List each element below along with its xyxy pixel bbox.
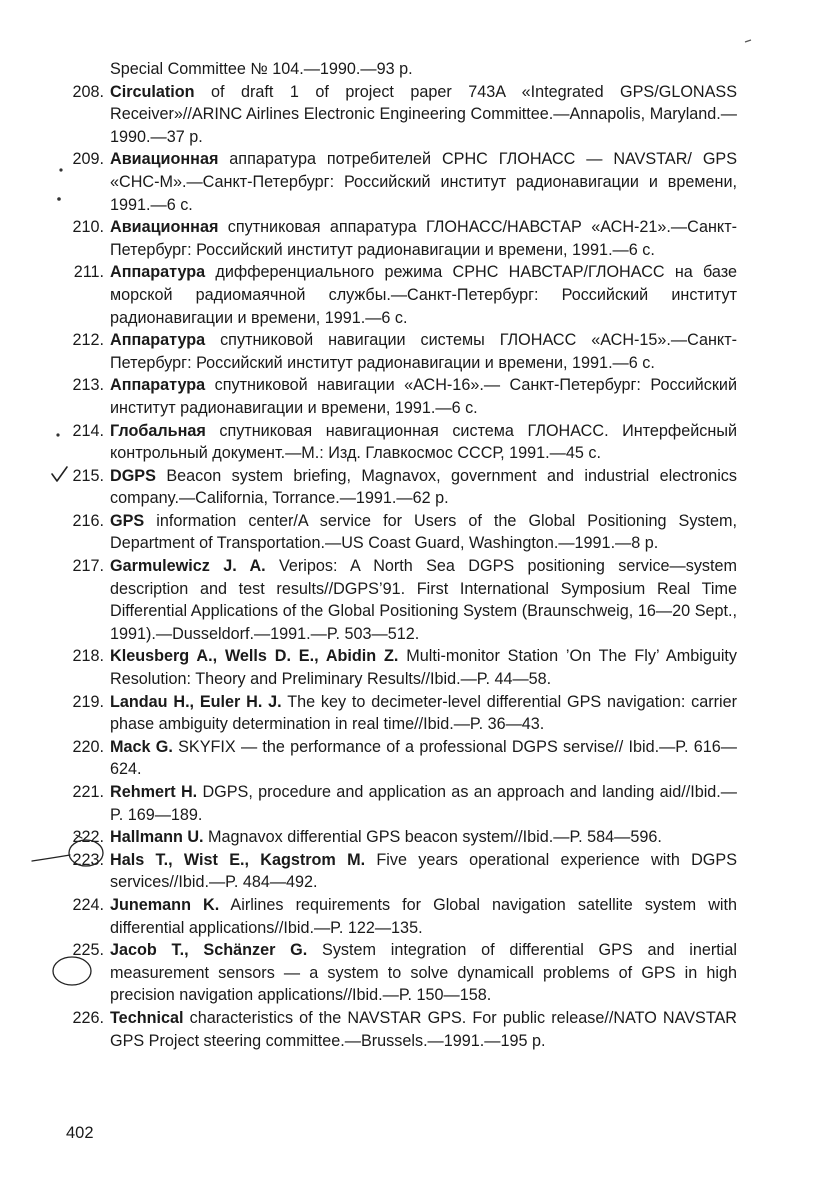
reference-lead: Kleusberg A., Wells D. E., Abidin Z. [110, 647, 399, 666]
reference-lead: Авиационная [110, 218, 219, 237]
reference-212 [0, 329, 815, 374]
reference-text: information center/A service for Users of the Global Positioning System, Department of Transportation.—US Coast Guard, Washington.—1991.—8 p. [110, 511, 737, 553]
pencil-dot-mark-icon [55, 432, 61, 438]
reference-text: DGPS, procedure and application as an approach and landing aid//Ibid.—P. 169—189. [110, 783, 737, 824]
pencil-dot-mark-icon [56, 196, 62, 202]
reference-text: Multi-monitor Station ’On The Fly’ Ambiguity Resolution: Theory and Preliminary Results//Ibid.—P. 44—58. [110, 647, 738, 689]
reference-222 [0, 826, 815, 849]
reference-number: 212. [72, 331, 104, 350]
reference-number: 209. [72, 150, 104, 169]
reference-text: Veripos: A North Sea DGPS positioning service—system description and test results//DGPS’91. First International Symposium Real Time Differential Applications of the Global Positioning System (Braunschweig, 16—20 Sept., 1991).—Dusseldorf.—1991.—P. 503—512. [110, 557, 737, 643]
reference-number: 210. [72, 218, 104, 237]
reference-lead: DGPS [110, 466, 156, 485]
reference-number: 219. [72, 692, 104, 711]
reference-number: 223. [72, 850, 104, 869]
reference-lead: Аппаратура [110, 376, 206, 395]
reference-number: 222. [72, 828, 104, 847]
reference-text: Five years operational experience with DGPS services//Ibid.—P. 484—492. [110, 850, 737, 892]
reference-lead: Аппаратура [110, 263, 206, 282]
pencil-tick-mark-icon [744, 38, 752, 44]
reference-lead: Landau H., Euler H. J. [110, 692, 282, 711]
reference-text: SKYFIX — the performance of a professional DGPS servise// Ibid.—P. 616—624. [110, 737, 737, 779]
reference-text: спутниковая навигационная система ГЛОНАСС. Интерфейсный контрольный документ.—М.: Изд. Главкосмос СССР, 1991.—45 с. [110, 421, 737, 463]
reference-218 [0, 645, 815, 690]
circled-arrow-annotation-icon [26, 828, 106, 872]
reference-215 [0, 465, 815, 510]
reference-text: Beacon system briefing, Magnavox, government and industrial electronics company.—California, Torrance.—1991.—62 p. [110, 466, 737, 508]
reference-lead: Hals T., Wist E., Kagstrom M. [110, 850, 366, 869]
reference-number: 218. [72, 647, 104, 666]
reference-number: 214. [72, 421, 104, 440]
reference-lead: Авиационная [110, 150, 219, 169]
reference-223 [0, 849, 815, 894]
reference-number: 215. [72, 466, 104, 485]
pencil-dot-mark-icon [58, 167, 64, 173]
reference-number: 221. [72, 783, 104, 801]
reference-208 [0, 81, 815, 149]
reference-number: 211. [73, 263, 104, 282]
reference-lead: Jacob T., Schänzer G. [110, 941, 308, 960]
reference-number: 224. [72, 895, 104, 914]
reference-216 [0, 510, 815, 555]
reference-number: 208. [72, 82, 104, 101]
reference-text: of draft 1 of project paper 743A «Integrated GPS/GLONASS Receiver»//ARINC Airlines Electronic Engineering Committee.—Annapolis, Maryland.—1990.—37 p. [110, 82, 737, 146]
reference-text: дифференциального режима СРНС НАВСТАР/ГЛОНАСС на базе морской радиомаячной службы.—Санкт-Петербург: Российский институт радионавигации и времени, 1991.—6 с. [110, 263, 737, 327]
continuation-line: Special Committee № 104.—1990.—93 p. [110, 60, 413, 78]
reference-210 [0, 216, 815, 261]
reference-lead: Аппаратура [110, 331, 206, 350]
reference-224 [0, 894, 815, 939]
reference-number: 220. [72, 737, 104, 756]
reference-213 [0, 374, 815, 419]
reference-lead: Hallmann U. [110, 828, 204, 847]
reference-221 [0, 781, 815, 826]
reference-text: спутниковая аппаратура ГЛОНАСС/НАВСТАР «АСН-21».—Санкт-Петербург: Российский институт радионавигации и времени, 1991.—6 с. [110, 218, 737, 259]
reference-text: characteristics of the NAVSTAR GPS. For public release//NATO NAVSTAR GPS Project steering committee.—Brussels.—1991.—195 p. [110, 1008, 737, 1050]
reference-number: 217. [72, 557, 104, 576]
reference-text: Airlines requirements for Global navigation satellite system with differential applications//Ibid.—P. 122—135. [110, 895, 737, 937]
page-number: 402 [66, 1124, 94, 1142]
reference-220 [0, 736, 815, 781]
reference-214 [0, 420, 815, 465]
reference-text: спутниковой навигации «АСН-16».— Санкт-Петербург: Российский институт радионавигации и времени, 1991.—6 с. [110, 376, 737, 417]
reference-lead: GPS [110, 511, 145, 530]
reference-text: The key to decimeter-level differential GPS navigation: carrier phase ambiguity determination in real time//Ibid.—P. 36—43. [110, 692, 737, 734]
reference-lead: Garmulewicz J. A. [110, 557, 266, 576]
reference-lead: Mack G. [110, 737, 173, 756]
reference-219 [0, 691, 815, 736]
circle-annotation-icon [48, 954, 98, 990]
reference-217 [0, 555, 815, 645]
reference-number: 225. [72, 941, 104, 960]
reference-209 [0, 148, 815, 216]
reference-text: спутниковой навигации системы ГЛОНАСС «АСН-15».—Санкт-Петербург: Российский институт радионавигации и времени, 1991.—6 с. [110, 331, 737, 372]
reference-number: 226. [72, 1008, 104, 1027]
reference-text: аппаратура потребителей СРНС ГЛОНАСС — NAVSTAR/ GPS «СНС-М».—Санкт-Петербург: Российский институт радионавигации и времени, 1991.—6 с. [110, 150, 737, 214]
reference-lead: Technical [110, 1008, 184, 1027]
reference-text: System integration of differential GPS and inertial measurement sensors — a system to solve dynamicall problems of GPS in high precision navigation applications//Ibid.—P. 150—158. [110, 941, 737, 1005]
reference-lead: Circulation [110, 82, 195, 101]
check-mark-icon [50, 466, 70, 484]
reference-225 [0, 939, 815, 1007]
reference-list [0, 58, 815, 1052]
reference-text: Magnavox differential GPS beacon system//Ibid.—P. 584—596. [203, 828, 662, 847]
reference-number: 213. [72, 376, 104, 395]
reference-number: 216. [72, 511, 104, 530]
reference-226 [0, 1007, 815, 1052]
reference-211 [0, 261, 815, 329]
reference-lead: Rehmert H. [110, 783, 198, 801]
reference-lead: Junemann K. [110, 895, 220, 914]
reference-lead: Глобальная [110, 421, 206, 440]
